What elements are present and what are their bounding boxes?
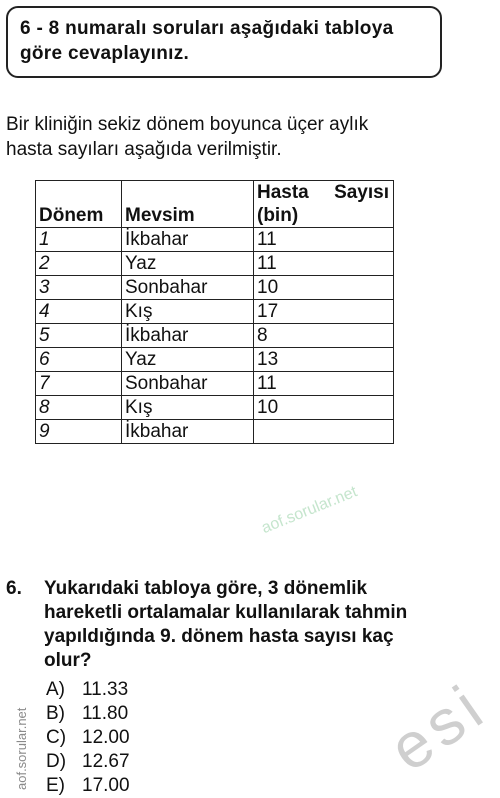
table-row [36, 276, 394, 300]
instruction-line-2: göre cevaplayınız. [20, 43, 190, 64]
intro-line-2: hasta sayıları aşağıda verilmiştir. [6, 139, 282, 160]
question-6 [6, 577, 446, 673]
cell-donem: 6 [36, 348, 122, 372]
intro-paragraph [6, 112, 430, 162]
option-value: 12.67 [82, 751, 130, 772]
watermark-center: aof.sorular.net [259, 483, 360, 538]
header-unit: (bin) [257, 205, 299, 226]
header-sayisi-word: Sayısı [334, 182, 389, 203]
cell-hasta: 11 [254, 372, 394, 396]
table-row [36, 228, 394, 252]
option-value: 17.00 [82, 775, 130, 796]
table-row [36, 372, 394, 396]
table-header-row [36, 181, 394, 228]
option-value: 11.80 [82, 703, 129, 724]
option-d[interactable] [46, 750, 130, 774]
cell-mevsim: İkbahar [122, 324, 254, 348]
instruction-line-1: 6 - 8 numaralı soruları aşağıdaki tabloya [20, 18, 394, 39]
cell-hasta: 11 [254, 252, 394, 276]
option-value: 11.33 [82, 679, 129, 700]
question-text [44, 577, 446, 673]
cell-mevsim: İkbahar [122, 228, 254, 252]
option-a[interactable] [46, 678, 130, 702]
header-mevsim: Mevsim [122, 181, 254, 228]
cell-hasta: 8 [254, 324, 394, 348]
cell-donem: 8 [36, 396, 122, 420]
question-line-1: Yukarıdaki tabloya göre, 3 dönemlik [44, 578, 368, 599]
table-row [36, 324, 394, 348]
intro-line-1: Bir kliniğin sekiz dönem boyunca üçer aylık [6, 114, 369, 135]
table-row [36, 348, 394, 372]
header-donem: Dönem [36, 181, 122, 228]
cell-donem: 3 [36, 276, 122, 300]
option-letter: B) [46, 703, 65, 724]
question-line-2: hareketli ortalamalar kullanılarak tahmin [44, 602, 408, 623]
cell-donem: 1 [36, 228, 122, 252]
table-row [36, 396, 394, 420]
cell-mevsim: Kış [122, 396, 254, 420]
question-line-4: olur? [44, 650, 92, 671]
table-row [36, 420, 394, 444]
watermark-left: aof.sorular.net [14, 707, 29, 790]
cell-mevsim: Sonbahar [122, 372, 254, 396]
instruction-box [6, 6, 442, 78]
option-letter: A) [46, 679, 65, 700]
cell-donem: 4 [36, 300, 122, 324]
cell-donem: 9 [36, 420, 122, 444]
cell-donem: 5 [36, 324, 122, 348]
option-letter: C) [46, 727, 67, 748]
cell-hasta: 10 [254, 396, 394, 420]
cell-donem: 7 [36, 372, 122, 396]
question-number: 6. [6, 578, 22, 599]
option-c[interactable] [46, 726, 130, 750]
option-letter: E) [46, 775, 65, 796]
header-hasta-word: Hasta [257, 182, 309, 203]
cell-mevsim: Yaz [122, 348, 254, 372]
cell-mevsim: Kış [122, 300, 254, 324]
header-hasta-sayisi [254, 181, 394, 228]
cell-hasta [254, 420, 394, 444]
cell-hasta: 13 [254, 348, 394, 372]
cell-donem: 2 [36, 252, 122, 276]
cell-mevsim: Sonbahar [122, 276, 254, 300]
cell-hasta: 17 [254, 300, 394, 324]
option-b[interactable] [46, 702, 130, 726]
question-line-3: yapıldığında 9. dönem hasta sayısı kaç [44, 626, 394, 647]
table-row [36, 252, 394, 276]
cell-mevsim: Yaz [122, 252, 254, 276]
option-e[interactable] [46, 774, 130, 798]
answer-options [46, 678, 130, 798]
table-row [36, 300, 394, 324]
option-value: 12.00 [82, 727, 130, 748]
cell-mevsim: İkbahar [122, 420, 254, 444]
option-letter: D) [46, 751, 67, 772]
cell-hasta: 10 [254, 276, 394, 300]
watermark-corner: esi [376, 668, 500, 786]
patient-table [35, 180, 394, 444]
cell-hasta: 11 [254, 228, 394, 252]
